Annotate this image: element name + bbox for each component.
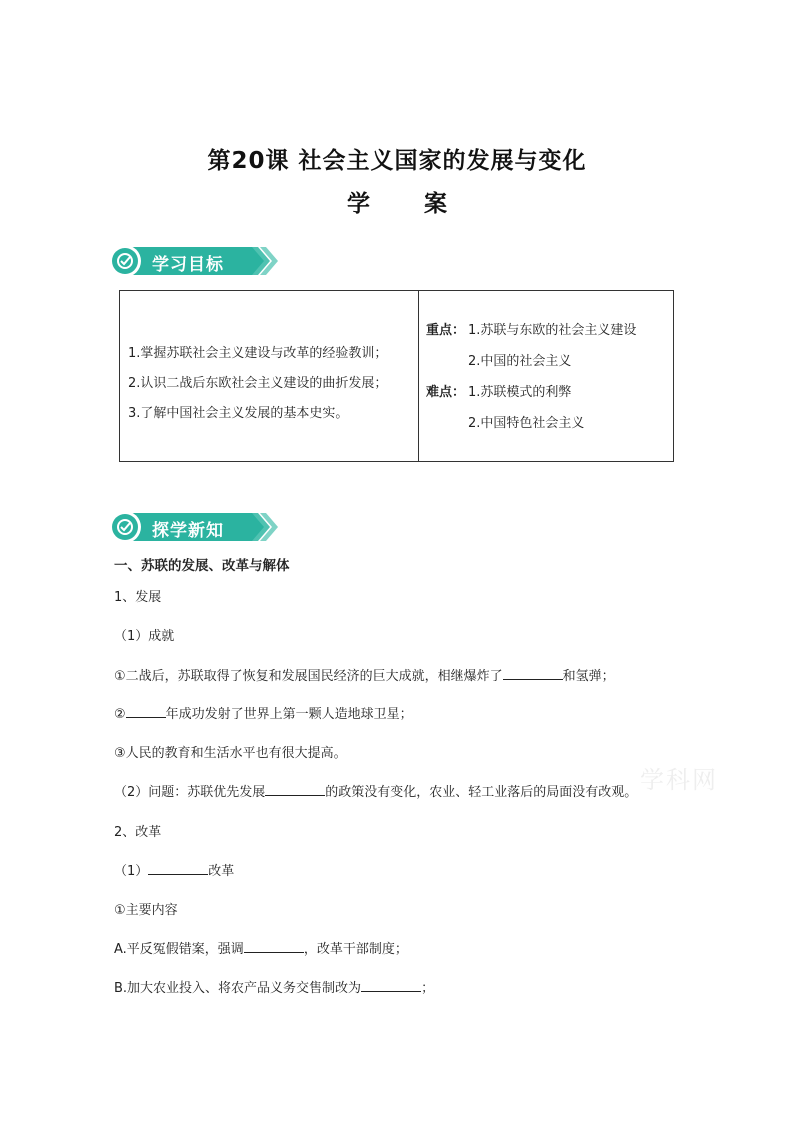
text-line: ①主要内容 xyxy=(114,903,178,918)
banner-label: 探学新知 xyxy=(152,521,224,541)
key-label: 重点： xyxy=(426,323,466,338)
section-banner-objectives xyxy=(108,244,278,278)
fill-blank[interactable] xyxy=(265,783,325,796)
difficulty-label: 难点： xyxy=(426,385,466,400)
fill-blank[interactable] xyxy=(361,979,421,992)
objectives-table xyxy=(119,290,674,462)
fill-blank[interactable] xyxy=(244,940,304,953)
key-point-row xyxy=(426,315,671,346)
fill-blank[interactable] xyxy=(126,705,166,718)
banner-label: 学习目标 xyxy=(152,255,224,275)
text-line: （2）问题：苏联优先发展 的政策没有变化，农业、轻工业落后的局面没有改观。 xyxy=(114,785,638,800)
page-title: 第20课 社会主义国家的发展与变化 xyxy=(207,148,587,174)
section-heading: 一、苏联的发展、改革与解体 xyxy=(114,558,290,574)
objective-item: 3.了解中国社会主义发展的基本史实。 xyxy=(128,406,349,421)
text-line: A.平反冤假错案，强调 ，改革干部制度； xyxy=(114,942,408,957)
fill-blank[interactable] xyxy=(503,667,563,680)
difficulty-row xyxy=(426,408,671,439)
text-line: B.加大农业投入、将农产品义务交售制改为 ； xyxy=(114,981,435,996)
text-line: ③人民的教育和生活水平也有很大提高。 xyxy=(114,746,347,761)
objective-item: 2.认识二战后东欧社会主义建设的曲折发展； xyxy=(128,376,388,391)
difficulty-point: 2.中国特色社会主义 xyxy=(468,416,585,431)
text-line: ①二战后，苏联取得了恢复和发展国民经济的巨大成就，相继爆炸了 和氢弹； xyxy=(114,669,615,684)
subtitle-right: 案 xyxy=(424,191,447,217)
page-subtitle xyxy=(0,185,794,218)
key-point: 2.中国的社会主义 xyxy=(468,354,572,369)
table-divider xyxy=(418,291,419,461)
fill-blank[interactable] xyxy=(148,862,208,875)
text-line: （1）成就 xyxy=(114,629,175,644)
key-point: 1.苏联与东欧的社会主义建设 xyxy=(468,323,637,338)
text-line: 1、发展 xyxy=(114,590,162,605)
objective-item: 1.掌握苏联社会主义建设与改革的经验教训； xyxy=(128,346,388,361)
difficulty-row xyxy=(426,377,671,408)
objectives-list xyxy=(128,339,413,429)
key-point-row xyxy=(426,346,671,377)
key-points-list xyxy=(426,315,671,439)
text-line: ② 年成功发射了世界上第一颗人造地球卫星； xyxy=(114,707,413,722)
difficulty-point: 1.苏联模式的利弊 xyxy=(468,385,572,400)
subtitle-left: 学 xyxy=(347,191,370,217)
watermark: 学科网 xyxy=(640,766,718,794)
text-line: 2、改革 xyxy=(114,825,162,840)
section-banner-explore xyxy=(108,510,278,544)
text-line: （1） 改革 xyxy=(114,864,235,879)
